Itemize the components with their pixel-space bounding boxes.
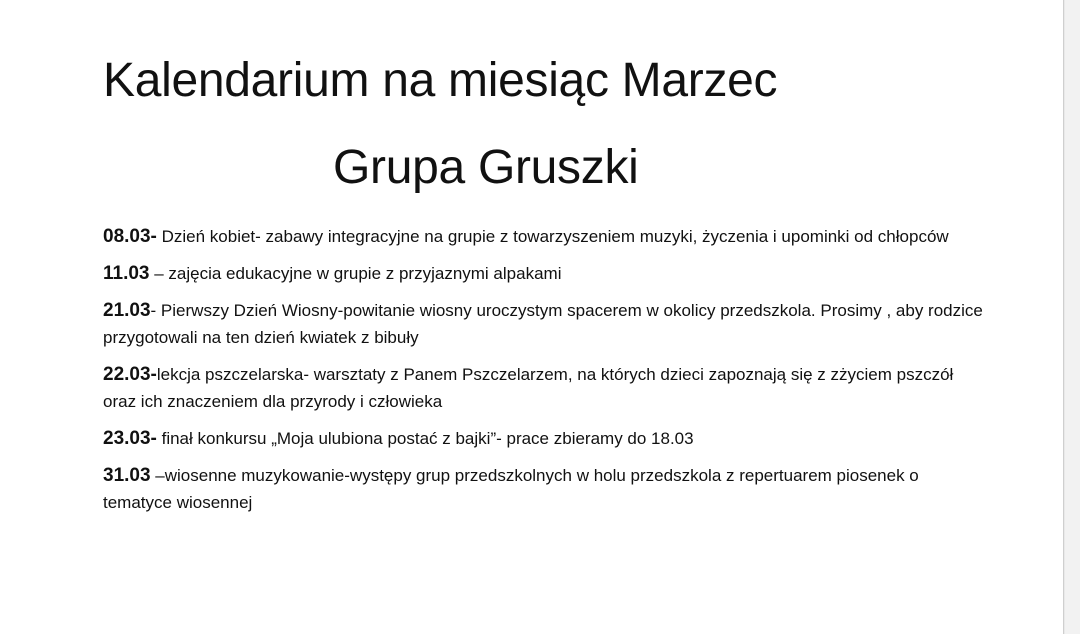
event-list [103, 223, 983, 526]
event-item [103, 361, 983, 415]
event-date: 23.03- [103, 428, 157, 449]
document-subtitle: Grupa Gruszki [333, 141, 639, 194]
event-item [103, 297, 983, 351]
event-description: lekcja pszczelarska- warsztaty z Panem Pszczelarzem, na których dzieci zapoznają się z zżyciem pszczół oraz ich znaczeniem dla przyrody i człowieka [103, 365, 954, 411]
event-date: 11.03 [103, 263, 150, 284]
event-item [103, 260, 983, 287]
event-date: 31.03 [103, 465, 151, 486]
event-description: Dzień kobiet- zabawy integracyjne na grupie z towarzyszeniem muzyki, życzenia i upominki od chłopców [156, 227, 949, 246]
event-date: 21.03 [103, 300, 151, 321]
event-item [103, 425, 983, 452]
event-description: – zajęcia edukacyjne w grupie z przyjaznymi alpakami [149, 264, 562, 283]
event-date: 22.03- [103, 364, 157, 385]
event-item [103, 462, 983, 516]
event-description: - Pierwszy Dzień Wiosny-powitanie wiosny uroczystym spacerem w okolicy przedszkola. Prosimy , aby rodzice przygotowali na ten dzień kwiatek z bibuły [103, 301, 983, 347]
event-item [103, 223, 983, 250]
event-description: finał konkursu „Moja ulubiona postać z bajki”- prace zbieramy do 18.03 [156, 429, 694, 448]
event-description: –wiosenne muzykowanie-występy grup przedszkolnych w holu przedszkola z repertuarem piosenek o tematyce wiosennej [103, 466, 919, 512]
event-date: 08.03- [103, 226, 157, 247]
document-title: Kalendarium na miesiąc Marzec [103, 54, 778, 107]
viewer-side-strip [1065, 0, 1080, 634]
